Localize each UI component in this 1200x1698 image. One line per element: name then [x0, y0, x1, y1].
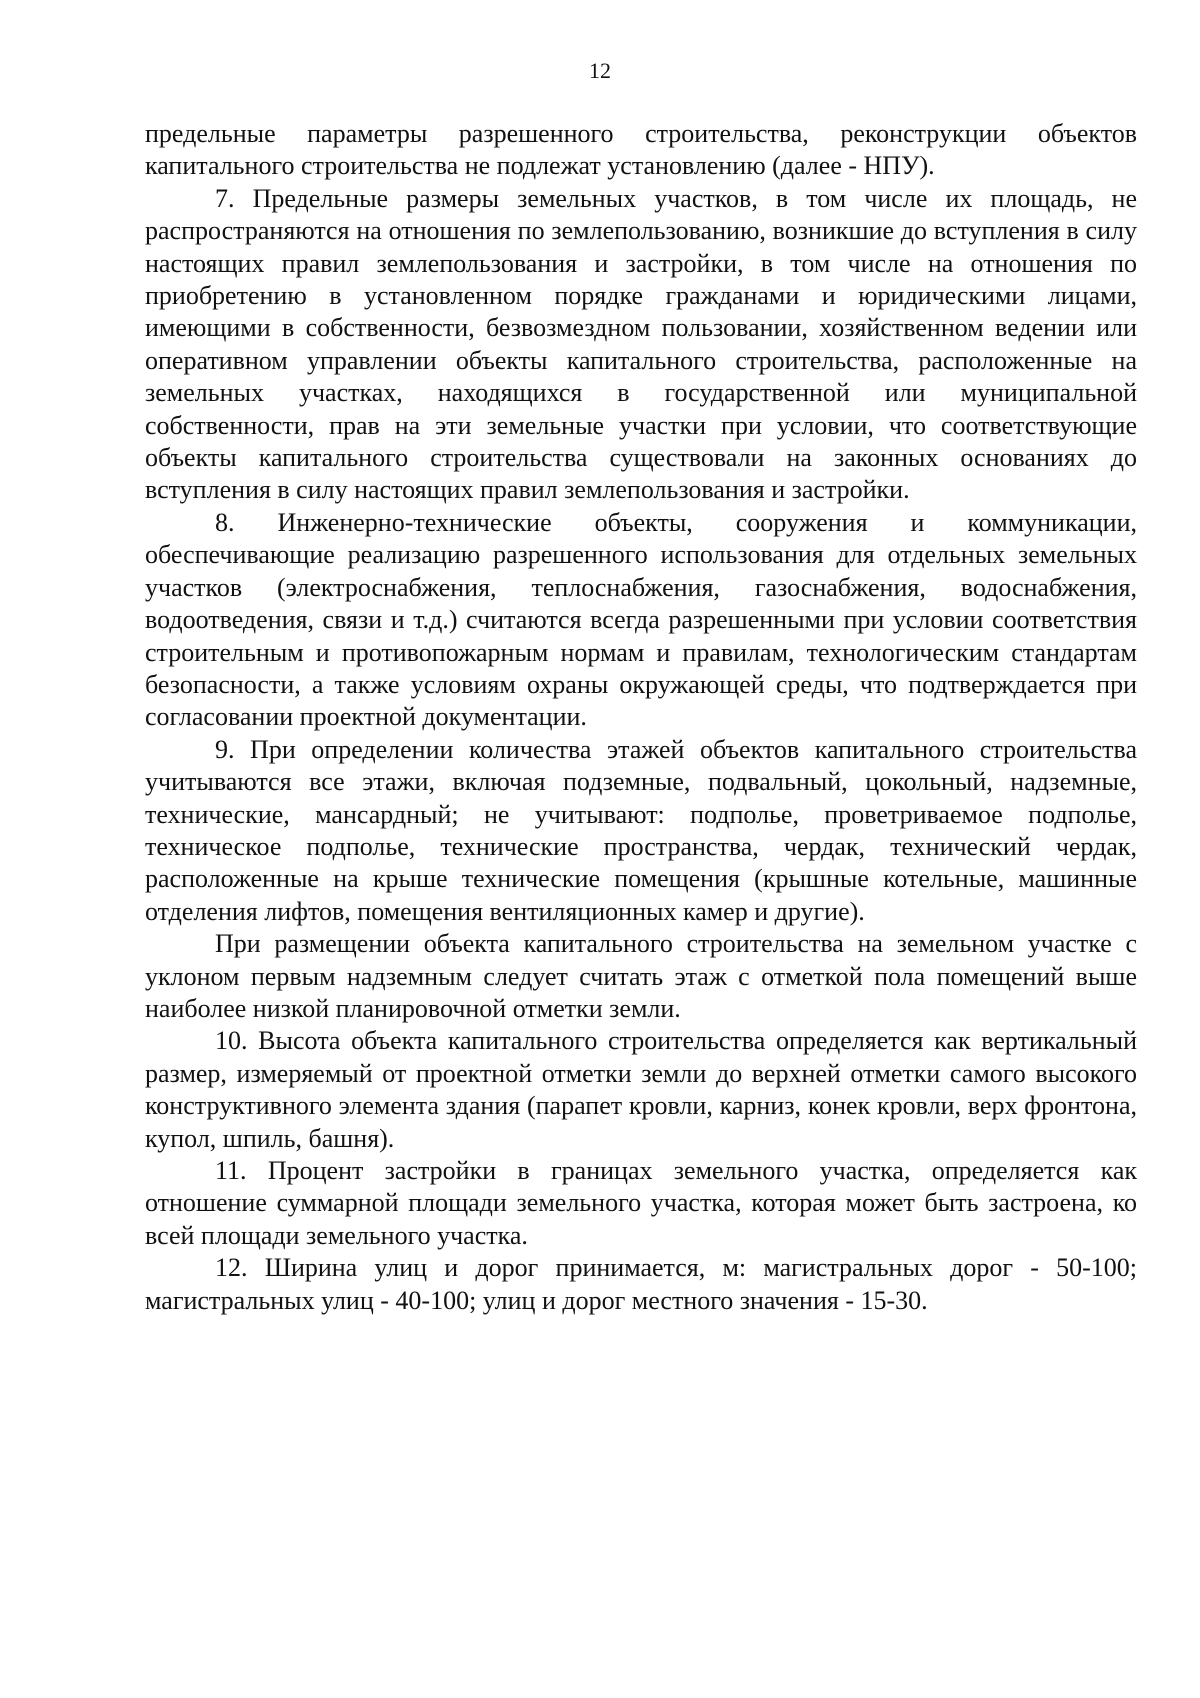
paragraph-continuation: предельные параметры разрешенного строительства, реконструкции объектов капитального строительства не подлежат установлению (далее - НПУ). [145, 119, 1137, 181]
paragraph-10: 10. Высота объекта капитального строительства определяется как вертикальный размер, измеряемый от проектной отметки земли до верхней отметки самого высокого конструктивного элемента здания (парапет кровли, карниз, конек кровли, верх фронтона, купол, шпиль, башня). [145, 1026, 1137, 1153]
paragraph-7: 7. Предельные размеры земельных участков, в том числе их площадь, не распространяются на отношения по землепользованию, возникшие до вступления в силу настоящих правил землепользования и застройки, в том числе на отношения по приобретению в установленном порядке гражданами и юридическими лицами, имеющими в собственности, безвозмездном пользовании, хозяйственном ведении или оперативном управлении объекты капитального строительства, расположенные на земельных участках, находящихся в государственной или муниципальной собственности, прав на эти земельные участки при условии, что соответствующие объекты капитального строительства существовали на законных основаниях до вступления в силу настоящих правил землепользования и застройки. [145, 183, 1137, 505]
paragraph-9-note: При размещении объекта капитального строительства на земельном участке с уклоном первым надземным следует считать этаж с отметкой пола помещений выше наиболее низкой планировочной отметки земли. [145, 929, 1137, 1023]
paragraph-9: 9. При определении количества этажей объектов капитального строительства учитываются все этажи, включая подземные, подвальный, цокольный, надземные, технические, мансардный; не учитывают: подполье, проветриваемое подполье, техническое подполье, технические пространства, чердак, технический чердак, расположенные на крыше технические помещения (крышные котельные, машинные отделения лифтов, помещения вентиляционных камер и другие). [145, 734, 1137, 926]
page-number: 12 [589, 58, 611, 83]
paragraph-11: 11. Процент застройки в границах земельного участка, определяется как отношение суммарной площади земельного участка, которая может быть застроена, ко всей площади земельного участка. [145, 1156, 1137, 1250]
document-body [145, 118, 1137, 1317]
paragraph-12: 12. Ширина улиц и дорог принимается, м: магистральных дорог - 50-100; магистральных улиц - 40-100; улиц и дорог местного значения - 15-30. [145, 1253, 1137, 1315]
paragraph-8: 8. Инженерно-технические объекты, сооружения и коммуникации, обеспечивающие реализацию разрешенного использования для отдельных земельных участков (электроснабжения, теплоснабжения, газоснабжения, водоснабжения, водоотведения, связи и т.д.) считаются всегда разрешенными при условии соответствия строительным и противопожарным нормам и правилам, технологическим стандартам безопасности, а также условиям охраны окружающей среды, что подтверждается при согласовании проектной документации. [145, 507, 1137, 732]
